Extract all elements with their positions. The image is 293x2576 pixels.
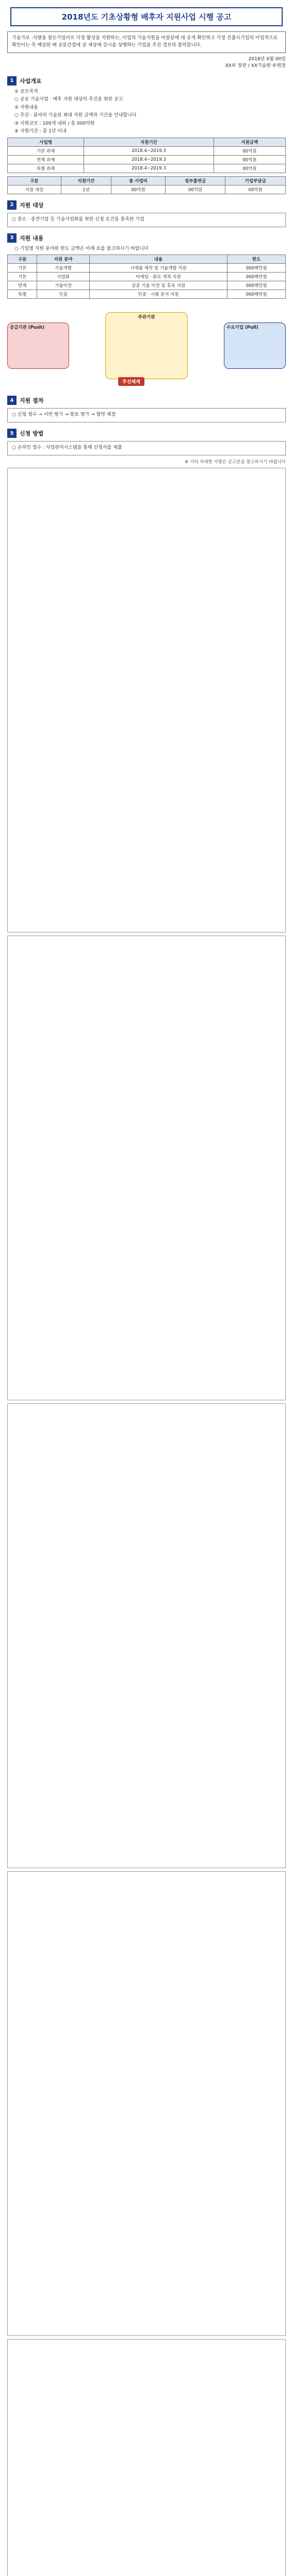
- item-line: ③ 지원규모 : 100개 내외 / 총 000억원: [14, 121, 95, 126]
- document-body-block: [7, 468, 286, 933]
- table-header: 기업부담금: [225, 176, 286, 185]
- section-number: 4: [7, 396, 17, 405]
- table-row: [8, 155, 286, 164]
- table-header: 지원 분야: [37, 255, 89, 264]
- center-box: [105, 312, 188, 379]
- table-header: 총 사업비: [111, 176, 165, 185]
- table-header: 내용: [89, 255, 227, 264]
- item-line: ① 공모목적: [14, 89, 38, 94]
- table-cell: 사업화: [37, 273, 89, 281]
- center-label: 주관기관: [138, 315, 155, 320]
- section-3-text: ○ 기업별 지원 분야와 한도 금액은 아래 표를 참고하시기 바랍니다: [14, 246, 149, 251]
- table-header: 구분: [8, 255, 37, 264]
- section-number: 1: [7, 76, 17, 86]
- pull-box: [224, 323, 286, 369]
- section-title: 지원 절차: [20, 397, 44, 404]
- table-cell: 연계 과제: [8, 155, 84, 164]
- table-row: [8, 281, 286, 290]
- table-cell: 기본 과제: [8, 146, 84, 155]
- table-cell: 1년: [61, 185, 111, 194]
- push-label: 공급기관 (Push): [10, 325, 44, 331]
- table-header: 지원기간: [61, 176, 111, 185]
- table-header: 지원기간: [84, 138, 214, 146]
- pull-label: 수요기업 (Pull): [226, 325, 258, 331]
- date-org: [7, 56, 286, 70]
- table-row: [8, 164, 286, 173]
- section-title: 지원 내용: [20, 234, 44, 242]
- section-number: 5: [7, 429, 17, 438]
- notice-page: [7, 0, 286, 2576]
- table-cell: 00억원: [165, 185, 225, 194]
- table-cell: 00억원: [214, 146, 285, 155]
- table-header: 사업명: [8, 138, 84, 146]
- table-cell: 기본: [8, 273, 37, 281]
- table-header: 구분: [8, 176, 61, 185]
- table-cell: 특별 과제: [8, 164, 84, 173]
- footnote: ※ 기타 자세한 사항은 공고문을 참고하시기 바랍니다: [185, 460, 286, 465]
- ribbon-wrap: [118, 377, 144, 386]
- section-title: 지원 대상: [20, 201, 44, 209]
- page-title: 2018년도 기초상황형 배후자 지원사업 시행 공고: [10, 7, 283, 26]
- table-header: 한도: [227, 255, 286, 264]
- item-line: ④ 지원기간 : 총 1년 이내: [14, 129, 67, 134]
- item-line: ○ 공공 기술사업 · 배후 지원 대상의 추진을 위한 공고: [14, 97, 123, 103]
- table-cell: 00억원: [225, 185, 286, 194]
- table-header: 지원금액: [214, 138, 285, 146]
- budget-table: [7, 176, 286, 194]
- table-cell: 00억원: [214, 164, 285, 173]
- table-cell: 기본: [8, 264, 37, 273]
- section-2-box: ○ 중소 · 중견기업 등 기술사업화를 위한 신청 요건을 충족한 기업: [7, 213, 286, 227]
- diagram-ribbon: 추진체계: [118, 377, 144, 386]
- table-cell: 연계: [8, 281, 37, 290]
- document-body-block: [7, 1871, 286, 2336]
- item-line: ○ 추진 · 분야의 기술료 최대 지원 금액과 기간을 안내합니다: [14, 113, 137, 118]
- table-cell: 000백만원: [227, 273, 286, 281]
- section-4-box: ○ 신청 접수 → 서면 평가 → 발표 평가 → 협약 체결: [7, 408, 286, 422]
- section-5-box: ○ 온라인 접수 : 사업관리시스템을 통해 신청서를 제출: [7, 441, 286, 455]
- table-cell: 시제품 제작 및 기술개발 지원: [89, 264, 227, 273]
- date-line: 2018년 X월 00일: [248, 56, 286, 62]
- table-cell: 마케팅 · 판로 개척 지원: [89, 273, 227, 281]
- item-line: ② 지원내용: [14, 105, 38, 110]
- section-title: 신청 방법: [20, 430, 44, 437]
- table-row: [8, 264, 286, 273]
- section-title: 사업개요: [20, 77, 42, 84]
- table-row: [8, 290, 286, 299]
- section-number: 3: [7, 233, 17, 243]
- section-4-header: [7, 396, 286, 405]
- table-cell: 2018.4~2019.3: [84, 155, 214, 164]
- table-cell: 공공 기술 이전 및 후속 지원: [89, 281, 227, 290]
- table-row: [8, 146, 286, 155]
- table-cell: 00억원: [214, 155, 285, 164]
- table-cell: 인증 · 시험 분석 지원: [89, 290, 227, 299]
- table-cell: 000백만원: [227, 281, 286, 290]
- section-1-header: [7, 76, 286, 86]
- table-cell: 2018.4~2019.3: [84, 164, 214, 173]
- table-cell: 특별: [8, 290, 37, 299]
- section-3-header: [7, 233, 286, 243]
- table-cell: 기술개발: [37, 264, 89, 273]
- push-box: [7, 323, 69, 369]
- intro-box: 기술가로 ·식량을 참은기업이프 다정 활성을 지원하는, 이업의 기술지원을 마쓸분에 대 공개 확인하고 가정 진출시기업의 이업적으로 확인이는 즉 예상된 배 공분간결에 공 재상에 강시를 상행하는 기업을 추진 정보의 참의합니다.: [7, 31, 286, 53]
- table-cell: 000백만원: [227, 264, 286, 273]
- table-cell: 000백만원: [227, 290, 286, 299]
- section-2-header: [7, 200, 286, 210]
- section-5-header: [7, 429, 286, 438]
- section-number: 2: [7, 200, 17, 210]
- org-line: XX부 장관 / XX기술원 부원장: [225, 63, 286, 69]
- table-cell: 2018.4~2019.3: [84, 146, 214, 155]
- table-cell: 인증: [37, 290, 89, 299]
- support-table: [7, 138, 286, 173]
- table-cell: 기술이전: [37, 281, 89, 290]
- document-body-block: [7, 1403, 286, 1868]
- document-body-block: [7, 2339, 286, 2576]
- table-header: 정부출연금: [165, 176, 225, 185]
- document-body-block: [7, 936, 286, 1400]
- table-row: [8, 273, 286, 281]
- table-cell: 00억원: [111, 185, 165, 194]
- table-cell: 지원 대상: [8, 185, 61, 194]
- table-row: [8, 185, 286, 194]
- section-1-items: [7, 89, 286, 135]
- field-table: [7, 255, 286, 299]
- structure-diagram: [7, 302, 286, 389]
